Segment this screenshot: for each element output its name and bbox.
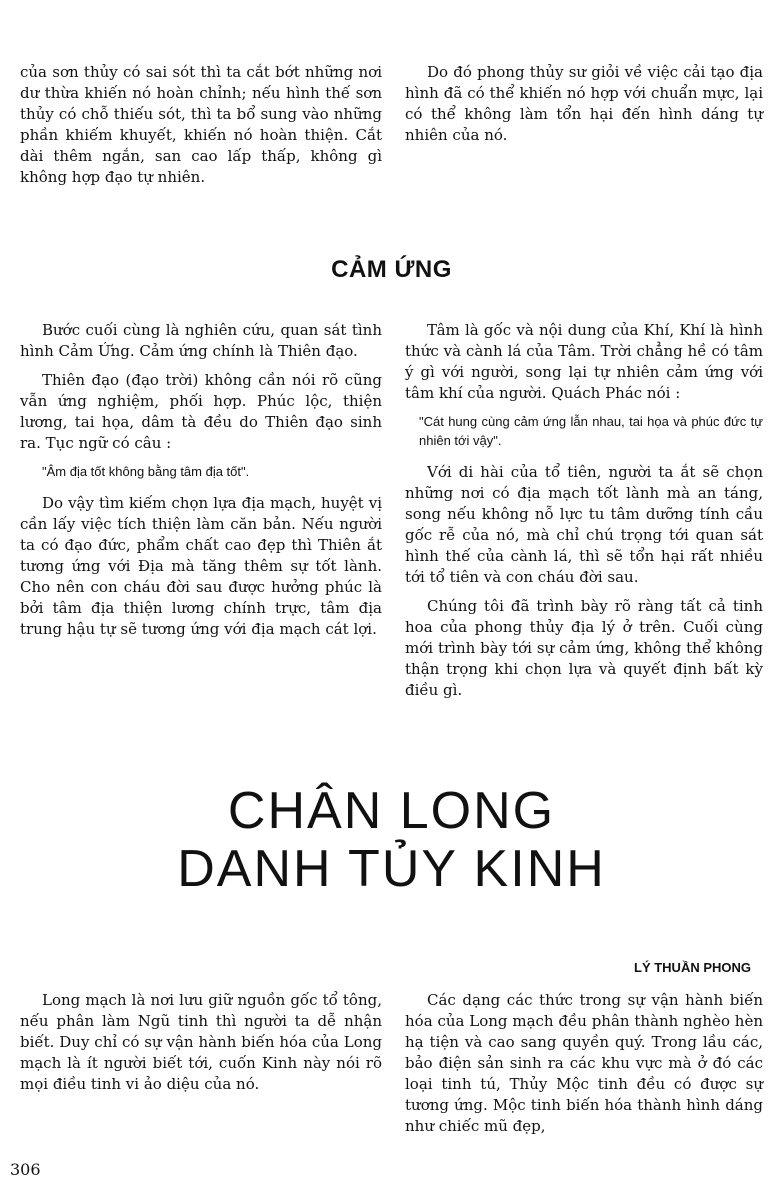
chapter-title xyxy=(0,782,783,898)
paragraph: Với di hài của tổ tiên, người ta ắt sẽ chọn những nơi có địa mạch tốt lành mà an táng, song nếu không nỗ lực tu tâm dưỡng tính cầu gốc rễ của nó, mà chỉ chú trọng tới quan sát hình thế của cành lá, thì sẽ tổn hại rất nhiều tới tổ tiên và con cháu đời sau. xyxy=(405,463,763,586)
chan-long-right-column xyxy=(405,990,763,1145)
chapter-title-line-2: DANH TỦY KINH xyxy=(177,840,606,898)
page-number: 306 xyxy=(10,1160,41,1179)
section-heading: CẢM ỨNG xyxy=(331,256,452,283)
paragraph: Các dạng các thức trong sự vận hành biến hóa của Long mạch đều phân thành nghèo hèn hạ tiện và cao sang quyền quý. Trong lầu các, bảo điện sản sinh ra các khu vực mà ở đó các loại tinh tú, Thủy Mộc tinh đều có được sự tương ứng. Mộc tinh biến hóa thành hình dáng như chiếc mũ đẹp, xyxy=(405,991,763,1135)
chan-long-left-column xyxy=(20,990,382,1103)
author-name: LÝ THUẦN PHONG xyxy=(634,960,751,975)
paragraph: của sơn thủy có sai sót thì ta cắt bớt những nơi dư thừa khiến nó hoàn chỉnh; nếu hình thế sơn thủy có chỗ thiếu sót, thì ta bổ sung vào những phần khiếm khuyết, khiến nó hoàn thiện. Cắt dài thêm ngắn, san cao lấp thấp, không gì không hợp đạo tự nhiên. xyxy=(20,63,382,186)
chapter-title-line-1: CHÂN LONG xyxy=(227,782,556,840)
paragraph: Thiên đạo (đạo trời) không cần nói rõ cũng vẫn ứng nghiệm, phối hợp. Phúc lộc, thiện lương, tai họa, dâm tà đều do Thiên đạo sinh ra. Tục ngữ có câu : xyxy=(20,371,382,452)
paragraph: Bước cuối cùng là nghiên cứu, quan sát tình hình Cảm Ứng. Cảm ứng chính là Thiên đạo. xyxy=(20,321,382,360)
paragraph: Do vậy tìm kiếm chọn lựa địa mạch, huyệt vị cần lấy việc tích thiện làm căn bản. Nếu người ta có đạo đức, phẩm chất cao đẹp thì Thiên ắt tương ứng với Địa mà tăng thêm sự tốt lành. Cho nên con cháu đời sau được hưởng phúc là bởi tâm địa thiện lương chính trực, tâm địa trung hậu tự sẽ tương ứng với địa mạch cát lợi. xyxy=(20,494,382,638)
paragraph: Long mạch là nơi lưu giữ nguồn gốc tổ tông, nếu phân làm Ngũ tinh thì người ta dễ nhận biết. Duy chỉ có sự vận hành biến hóa của Long mạch là ít người biết tới, cuốn Kinh này nói rõ mọi điều tinh vi ảo diệu của nó. xyxy=(20,991,382,1093)
cam-ung-left-column xyxy=(20,320,382,648)
cam-ung-right-column xyxy=(405,320,763,709)
paragraph: Tâm là gốc và nội dung của Khí, Khí là hình thức và cành lá của Tâm. Trời chẳng hề có tâm ý gì với người, song lại tự nhiên cảm ứng với tâm khí của người. Quách Phác nói : xyxy=(405,321,763,402)
top-left-column xyxy=(20,62,382,196)
paragraph: Chúng tôi đã trình bày rõ ràng tất cả tinh hoa của phong thủy địa lý ở trên. Cuối cùng mới trình bày tới sự cảm ứng, không thể không thận trọng khi chọn lựa và quyết định bất kỳ điều gì. xyxy=(405,597,763,699)
quote: "Âm địa tốt không bằng tâm địa tốt". xyxy=(42,464,250,479)
paragraph: Do đó phong thủy sư giỏi về việc cải tạo địa hình đã có thể khiến nó hợp với chuẩn mực, lại có thể không làm tổn hại đến hình dáng tự nhiên của nó. xyxy=(405,63,763,144)
quote: "Cát hung cùng cảm ứng lẫn nhau, tai họa và phúc đức tự nhiên tới vậy". xyxy=(419,414,763,448)
top-right-column xyxy=(405,62,763,154)
